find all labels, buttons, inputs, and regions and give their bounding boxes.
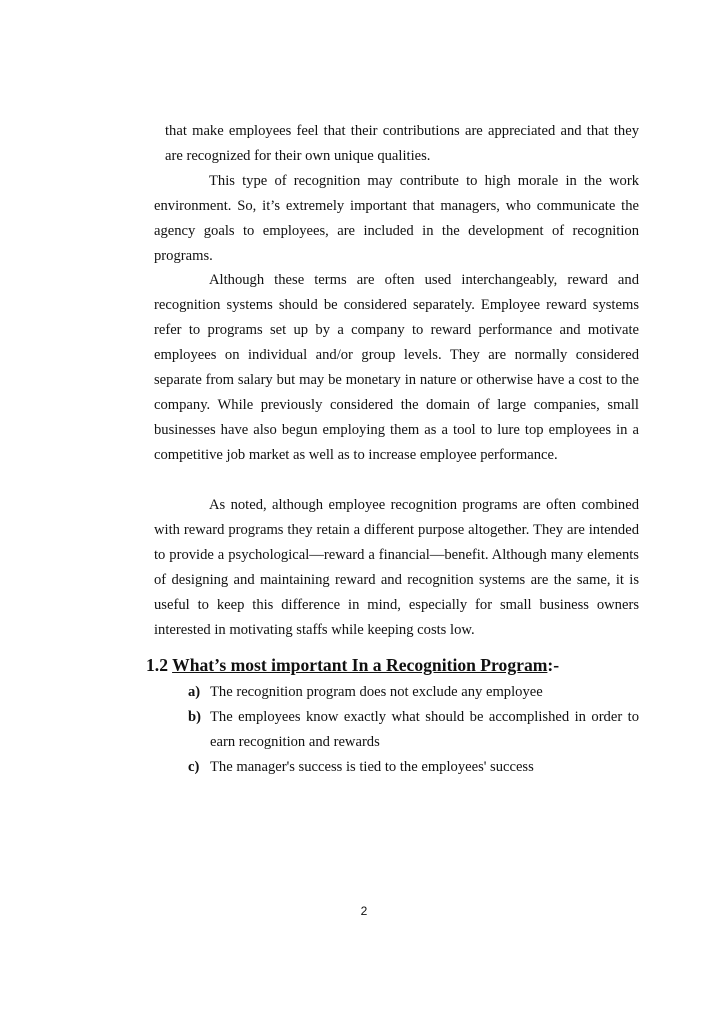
page-number: 2 bbox=[360, 904, 368, 918]
list-item-text: The recognition program does not exclude any employee bbox=[210, 684, 543, 700]
paragraph-difference: As noted, although employee recognition programs are often combined with reward programs they retain a different purpose altogether. They are intended to provide a psychological—reward a financial—benefit. Although many elements of designing and maintaining reward and recognition systems are the same, it is useful to keep this difference in mind, especially for small business owners interested in motivating staffs while keeping costs low. bbox=[154, 497, 639, 638]
section-number: 1.2 bbox=[146, 655, 168, 675]
list-marker: b) bbox=[188, 709, 201, 725]
list-marker: c) bbox=[188, 759, 200, 775]
continuation-text: that make employees feel that their contributions are appreciated and that they are recognized for their own unique qualities. bbox=[165, 123, 639, 164]
list-item-text: The employees know exactly what should be accomplished in order to earn recognition and rewards bbox=[210, 709, 639, 750]
list-item-text: The manager's success is tied to the employees' success bbox=[210, 759, 534, 775]
list-marker: a) bbox=[188, 684, 201, 700]
section-suffix: :- bbox=[547, 655, 560, 675]
section-title: What’s most important In a Recognition Program bbox=[172, 655, 548, 675]
section-heading bbox=[146, 653, 559, 677]
importance-list bbox=[188, 680, 639, 780]
paragraph-reward-systems: Although these terms are often used interchangeably, reward and recognition systems should be considered separately. Employee reward systems refer to programs set up by a company to reward performance and motivate employees on individual and/or group levels. They are normally considered separate from salary but may be monetary in nature or otherwise have a cost to the company. While previously considered the domain of large companies, small businesses have also begun employing them as a tool to lure top employees in a competitive job market as well as to increase employee performance. bbox=[154, 272, 639, 463]
list-item bbox=[188, 755, 639, 780]
paragraph-recognition-morale: This type of recognition may contribute to high morale in the work environment. So, it’s extremely important that managers, who communicate the agency goals to employees, are included in the development of recognition programs. bbox=[154, 173, 639, 264]
list-item bbox=[188, 680, 639, 705]
list-item bbox=[188, 705, 639, 755]
